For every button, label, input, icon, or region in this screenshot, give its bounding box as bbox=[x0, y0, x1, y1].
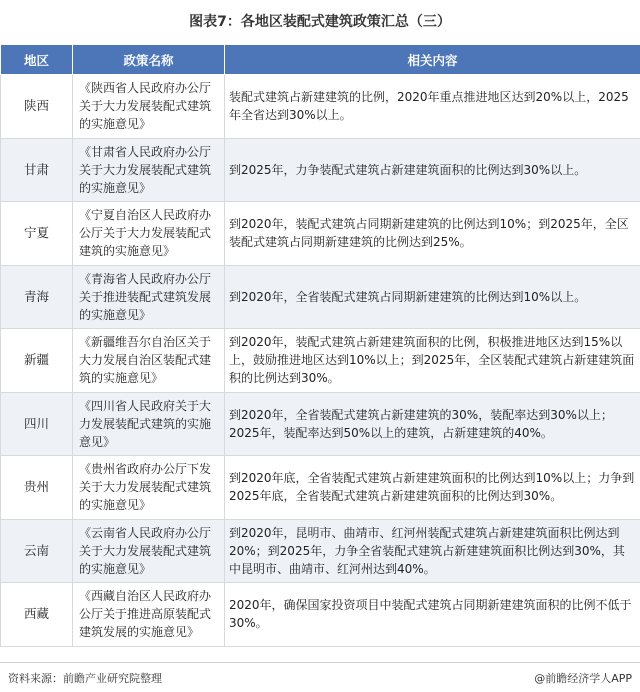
region-cell: 宁夏 bbox=[1, 202, 73, 266]
content-cell: 到2020年，装配式建筑占同期新建建筑的比例达到10%；到2025年，全区装配式建筑占同期新建建筑的比例达到25%。 bbox=[225, 202, 640, 266]
region-cell: 贵州 bbox=[1, 456, 73, 520]
content-cell: 到2020年，全省装配式建筑占新建建筑的30%，装配率达到30%以上；2025年，装配率达到50%以上的建筑，占新建建筑的40%。 bbox=[225, 392, 640, 456]
table-row bbox=[1, 75, 640, 139]
table-header-row bbox=[1, 45, 640, 75]
table-row bbox=[1, 329, 640, 393]
policy-cell: 《云南省人民政府办公厅关于大力发展装配式建筑的实施意见》 bbox=[73, 519, 225, 583]
footer bbox=[0, 662, 640, 692]
table-row bbox=[1, 583, 640, 647]
header-content: 相关内容 bbox=[225, 45, 640, 75]
brand-logo-text: @前瞻经济学人APP bbox=[534, 672, 632, 685]
region-cell: 新疆 bbox=[1, 329, 73, 393]
table-row bbox=[1, 519, 640, 583]
header-region: 地区 bbox=[1, 45, 73, 75]
header-policy: 政策名称 bbox=[73, 45, 225, 75]
content-cell: 到2020年底，全省装配式建筑占新建建筑面积的比例达到10%以上；力争到2025年底，全省装配式建筑占新建建筑面积的比例达到30%。 bbox=[225, 456, 640, 520]
region-cell: 云南 bbox=[1, 519, 73, 583]
content-cell: 2020年，确保国家投资项目中装配式建筑占同期新建建筑面积的比例不低于30%。 bbox=[225, 583, 640, 647]
source-note: 资料来源：前瞻产业研究院整理 bbox=[8, 672, 162, 685]
policy-cell: 《西藏自治区人民政府办公厅关于推进高原装配式建筑发展的实施意见》 bbox=[73, 583, 225, 647]
content-cell: 装配式建筑占新建建筑的比例，2020年重点推进地区达到20%以上，2025年全省达到30%以上。 bbox=[225, 75, 640, 139]
region-cell: 四川 bbox=[1, 392, 73, 456]
table-row bbox=[1, 265, 640, 329]
table-row bbox=[1, 202, 640, 266]
policy-cell: 《甘肃省人民政府办公厅关于大力发展装配式建筑的实施意见》 bbox=[73, 138, 225, 202]
table-row bbox=[1, 392, 640, 456]
table-title: 图表7：各地区装配式建筑政策汇总（三） bbox=[189, 14, 451, 30]
policy-cell: 《宁夏自治区人民政府办公厅关于大力发展装配式建筑的实施意见》 bbox=[73, 202, 225, 266]
table-row bbox=[1, 138, 640, 202]
region-cell: 青海 bbox=[1, 265, 73, 329]
region-cell: 甘肃 bbox=[1, 138, 73, 202]
content-cell: 到2020年，装配式建筑占新建建筑面积的比例，积极推进地区达到15%以上，鼓励推进地区达到10%以上；到2025年，全区装配式建筑占新建建筑面积的比例达到30%。 bbox=[225, 329, 640, 393]
policy-cell: 《新疆维吾尔自治区关于大力发展自治区装配式建筑的实施意见》 bbox=[73, 329, 225, 393]
region-cell: 陕西 bbox=[1, 75, 73, 139]
policy-cell: 《贵州省政府办公厅下发关于大力发展装配式建筑的实施意见》 bbox=[73, 456, 225, 520]
policy-table bbox=[0, 44, 640, 647]
content-cell: 到2025年，力争装配式建筑占新建建筑面积的比例达到30%以上。 bbox=[225, 138, 640, 202]
content-cell: 到2020年，昆明市、曲靖市、红河州装配式建筑占新建建筑面积比例达到20%；到2025年，力争全省装配式建筑占新建建筑面积比例达到30%，其中昆明市、曲靖市、红河州达到40%。 bbox=[225, 519, 640, 583]
policy-cell: 《陕西省人民政府办公厅关于大力发展装配式建筑的实施意见》 bbox=[73, 75, 225, 139]
table-row bbox=[1, 456, 640, 520]
region-cell: 西藏 bbox=[1, 583, 73, 647]
policy-cell: 《青海省人民政府办公厅关于推进装配式建筑发展的实施意见》 bbox=[73, 265, 225, 329]
policy-cell: 《四川省人民政府关于大力发展装配式建筑的实施意见》 bbox=[73, 392, 225, 456]
content-cell: 到2020年，全省装配式建筑占同期新建建筑的比例达到10%以上。 bbox=[225, 265, 640, 329]
